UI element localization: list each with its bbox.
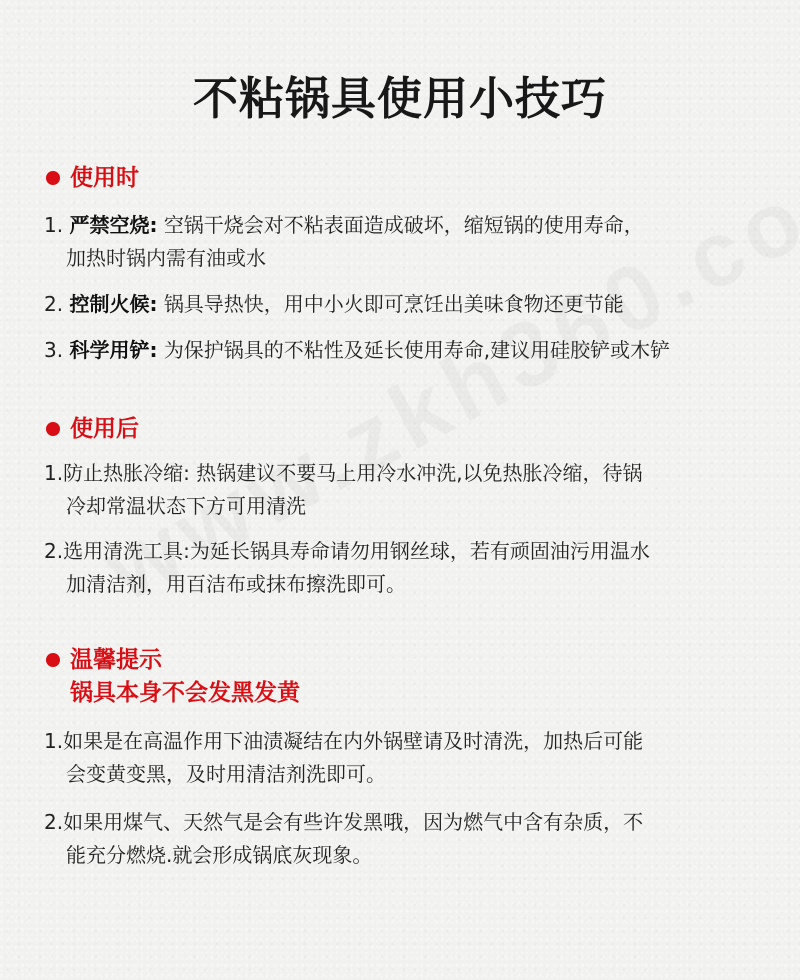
item-text: 为保护锅具的不粘性及延长使用寿命,建议用硅胶铲或木铲 <box>163 338 671 362</box>
item-number: 2. <box>44 292 64 316</box>
during-use-item-3 <box>44 334 762 367</box>
section-heading-tips <box>46 645 162 675</box>
item-line <box>44 209 762 242</box>
item-text: 如果是在高温作用下油渍凝结在内外锅壁请及时清洗，加热后可能 <box>63 729 644 753</box>
red-bullet-icon <box>46 422 60 436</box>
section-heading-after-use <box>46 414 139 444</box>
item-number: 1. <box>44 729 64 753</box>
item-label: 控制火候: <box>69 292 158 316</box>
tips-subheading: 锅具本身不会发黑发黄 <box>70 680 300 706</box>
item-line: 冷却常温状态下方可用清洗 <box>66 494 306 518</box>
item-text: 空锅干烧会对不粘表面造成破坏，缩短锅的使用寿命， <box>163 213 644 237</box>
after-use-item-1 <box>44 457 762 523</box>
item-label: 严禁空烧: <box>69 213 158 237</box>
item-line <box>44 806 762 839</box>
item-text: 防止热胀冷缩: 热锅建议不要马上用冷水冲洗,以免热胀冷缩，待锅 <box>63 461 643 485</box>
item-text: 选用清洗工具:为延长锅具寿命请勿用钢丝球，若有顽固油污用温水 <box>63 539 650 563</box>
during-use-item-2 <box>44 288 762 321</box>
section-heading-during-use <box>46 163 139 193</box>
item-text: 锅具导热快，用中小火即可烹饪出美味食物还更节能 <box>163 292 624 316</box>
section-title: 使用时 <box>70 165 139 191</box>
item-number: 1. <box>44 213 64 237</box>
after-use-item-2 <box>44 535 762 601</box>
page-title: 不粘锅具使用小技巧 <box>192 72 607 125</box>
item-line <box>44 334 762 367</box>
section-title: 温馨提示 <box>70 647 162 673</box>
red-bullet-icon <box>46 171 60 185</box>
item-label: 科学用铲: <box>69 338 158 362</box>
item-line: 能充分燃烧.就会形成锅底灰现象。 <box>66 843 373 867</box>
during-use-item-1 <box>44 209 762 275</box>
item-line: 加清洁剂，用百洁布或抹布擦洗即可。 <box>66 572 406 596</box>
item-number: 1. <box>44 461 64 485</box>
item-line <box>44 288 762 321</box>
red-bullet-icon <box>46 653 60 667</box>
item-line: 加热时锅内需有油或水 <box>66 246 266 270</box>
item-line <box>44 535 762 568</box>
tips-item-1 <box>44 725 762 791</box>
item-line: 会变黄变黑，及时用清洁剂洗即可。 <box>66 762 386 786</box>
section-title: 使用后 <box>70 416 139 442</box>
item-number: 2. <box>44 539 64 563</box>
item-line <box>44 457 762 490</box>
tips-item-2 <box>44 806 762 872</box>
item-line <box>44 725 762 758</box>
item-text: 如果用煤气、天然气是会有些许发黑哦，因为燃气中含有杂质，不 <box>63 810 644 834</box>
item-number: 2. <box>44 810 64 834</box>
item-number: 3. <box>44 338 64 362</box>
